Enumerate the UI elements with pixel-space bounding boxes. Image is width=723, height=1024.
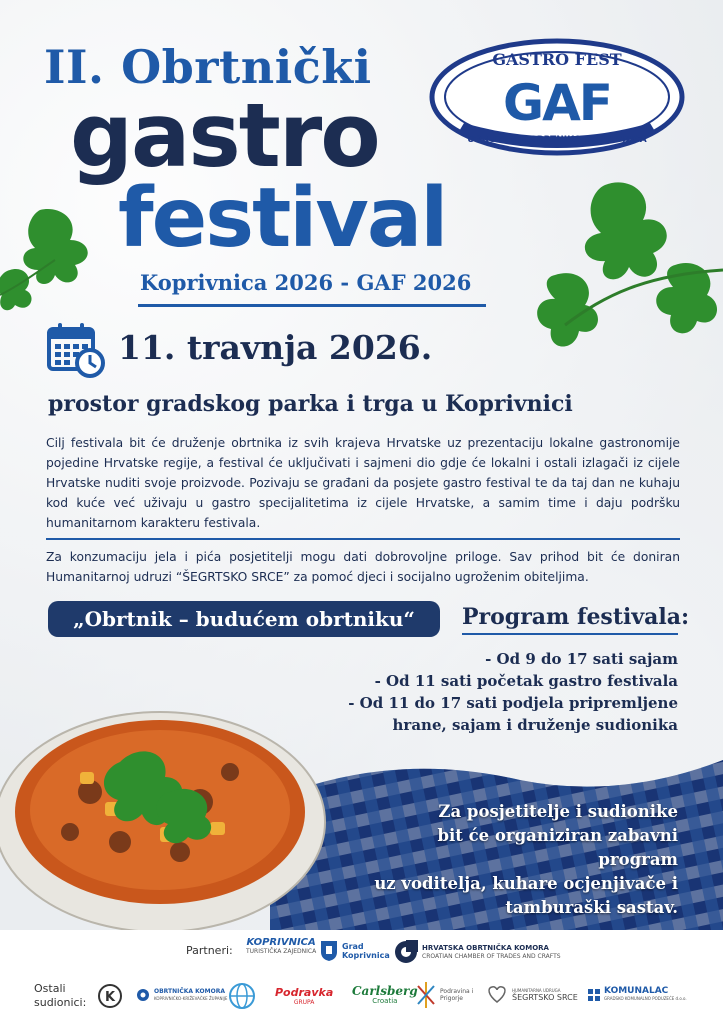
sponsor-logo-k — [98, 984, 122, 1008]
divider — [46, 538, 680, 540]
partner-logo-hok: HRVATSKA OBRTNIČKA KOMORA CROATIAN CHAMBER OF TRADES AND CRAFTS — [394, 940, 561, 964]
globe-icon — [228, 982, 256, 1010]
sponsor-logo-obrtnicka-komora: OBRTNIČKA KOMORA KOPRIVNIČKO-KRIŽEVAČKE ŽUPANIJE — [136, 988, 227, 1002]
title-edition: II. Obrtnički — [44, 40, 372, 94]
program-underline — [462, 633, 678, 635]
sponsor-logo-komunalac: KOMUNALAC GRADSKO KOMUNALNO PODUZEĆE d.o.o. — [588, 988, 687, 1002]
program-item: - Od 11 sati početak gastro festivala — [374, 672, 678, 690]
closing-line: bit će organiziran zabavni program — [437, 826, 678, 869]
subtitle: Koprivnica 2026 - GAF 2026 — [140, 270, 472, 295]
sponsor-logo-podravina-prigorje: Podravina i Prigorje — [416, 980, 480, 1010]
parsley-right-decoration — [535, 175, 723, 370]
title-festival: festival — [118, 171, 447, 266]
logo-letters: GAF — [503, 74, 611, 132]
partners-label: Partneri: — [186, 944, 233, 957]
sponsor-logo-carlsberg: Carlsberg Croatia — [352, 984, 418, 1005]
closing-line: Za posjetitelje i sudionike — [438, 802, 678, 821]
hok-emblem-icon — [394, 940, 418, 964]
donation-paragraph: Za konzumaciju jela i pića posjetitelji mogu dati dobrovoljne priloge. Sav prihod bit će doniran Humanitarnoj udruzi “ŠEGRTSKO SRCE” za pomoć djeci i socijalno ugroženim obiteljima. — [46, 550, 680, 584]
heart-hands-icon — [486, 984, 508, 1004]
komunalac-grid-icon — [588, 989, 600, 1001]
closing-text — [358, 800, 678, 920]
partner-logo-koprivnica-tourism: KOPRIVNICA TURISTIČKA ZAJEDNICA — [246, 937, 317, 955]
ok-emblem-icon — [136, 988, 150, 1002]
sponsor-logo-segrtsko-srce: HUMANITARNA UDRUGA ŠEGRTSKO SRCE — [486, 984, 578, 1004]
logo-top-text: GASTRO FEST — [492, 50, 622, 69]
program-item: hrane, sajam i druženje sudionika — [392, 716, 678, 734]
event-location: prostor gradskog parka i trga u Koprivnici — [48, 391, 573, 417]
event-date: 11. travnja 2026. — [118, 328, 433, 367]
title-gastro: gastro — [70, 84, 379, 187]
slogan-banner: „Obrtnik – budućem obrtniku“ — [48, 601, 440, 637]
subtitle-underline — [138, 304, 486, 307]
star-burst-icon — [416, 980, 436, 1010]
sponsor-logo-podravka: Podravka GRUPA — [275, 986, 334, 1006]
closing-line: uz voditelja, kuhare ocjenjivače i — [374, 874, 678, 893]
calendar-clock-icon — [46, 321, 106, 379]
logo-bottom-text: UDRUŽENJE OBRTNIKA KOPRIVNICA — [467, 135, 647, 145]
intro-paragraph: Cilj festivala bit će druženje obrtnika iz svih krajeva Hrvatske uz prezentaciju lokalne gastronomije pojedine Hrvatske regije, a festival će uključivati i sajmeni dio gdje će lokalni i ostali izlagači iz cijele Hrvatske nuditi svoje proizvode. Pozivaju se građani da posjete gastro festival te da taj dan ne kuhaju kod kuće već uživaju u gastro specijalitetima iz cijele Hrvatske, a samim time i daju podršku humanitarnom karakteru festivala. — [46, 436, 680, 530]
parsley-left-decoration — [0, 200, 100, 320]
svg-text:K: K — [104, 990, 116, 1005]
city-crest-icon — [320, 940, 338, 962]
goulash-bowl-image — [0, 682, 330, 932]
program-list — [318, 648, 678, 736]
k-circle-icon — [98, 984, 122, 1008]
partner-logo-grad-koprivnica: Grad Koprivnica — [320, 940, 390, 962]
sponsor-logo-globe — [228, 982, 256, 1010]
others-label: Ostali sudionici: — [34, 982, 87, 1009]
gaf-logo — [428, 38, 686, 156]
program-title: Program festivala: — [462, 604, 690, 630]
closing-line: tamburaški sastav. — [505, 898, 678, 917]
program-item: - Od 11 do 17 sati podjela pripremljene — [348, 694, 678, 712]
program-item: - Od 9 do 17 sati sajam — [485, 650, 678, 668]
